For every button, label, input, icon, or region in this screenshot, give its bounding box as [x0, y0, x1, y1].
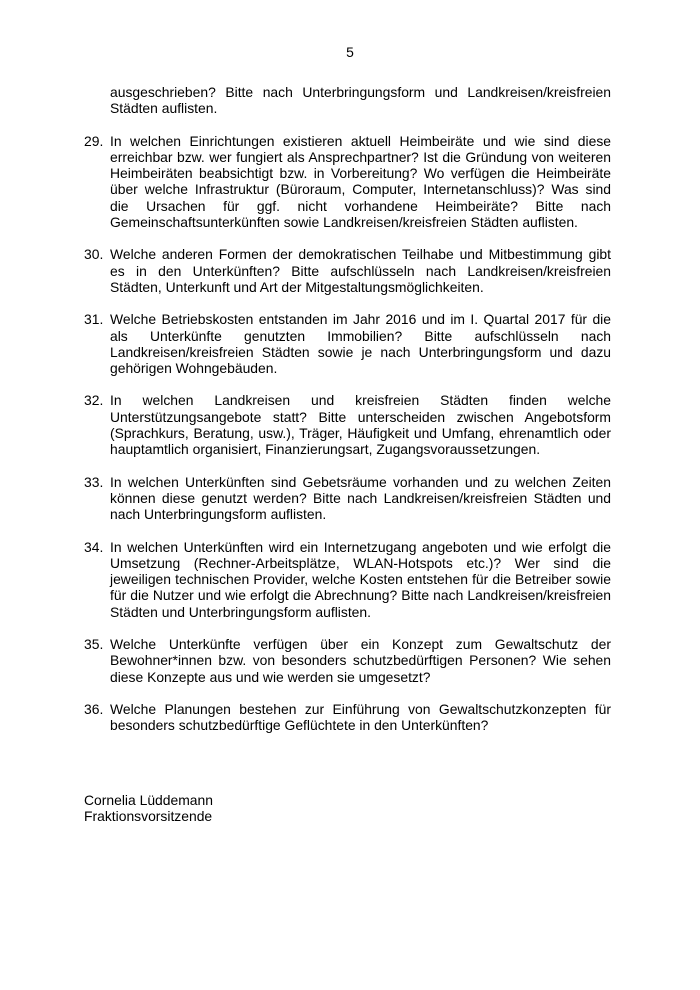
- continuation-paragraph: ausgeschrieben? Bitte nach Unterbringungsform und Landkreisen/kreisfreien Städten auflisten.: [110, 84, 611, 117]
- question-text: Welche anderen Formen der demokratischen Teilhabe und Mitbestimmung gibt es in den Unterkünften? Bitte aufschlüsseln nach Landkreisen/kreisfreien Städten, Unterkunft und Art der Mitgestaltungsmöglichkeiten.: [110, 246, 611, 295]
- question-number: 34.: [84, 538, 104, 555]
- question-list: [84, 133, 611, 734]
- question-number: 33.: [84, 473, 104, 490]
- question-item: [84, 474, 611, 523]
- question-number: 30.: [84, 246, 104, 263]
- question-item: [84, 133, 611, 231]
- question-text: Welche Planungen bestehen zur Einführung von Gewaltschutzkonzepten für besonders schutzbedürftige Geflüchtete in den Unterkünften?: [110, 700, 611, 734]
- signatory-title: Fraktionsvorsitzende: [84, 807, 213, 824]
- document-body: [84, 84, 611, 824]
- signature-block: [84, 792, 611, 825]
- question-text: In welchen Unterkünften sind Gebetsräume vorhanden und zu welchen Zeiten können diese genutzt werden? Bitte nach Landkreisen/kreisfreien Städten und nach Unterbringungsform auflisten.: [110, 473, 611, 523]
- question-item: [84, 311, 611, 376]
- question-number: 31.: [84, 311, 104, 328]
- question-item: [84, 539, 611, 620]
- question-text: In welchen Landkreisen und kreisfreien Städten finden welche Unterstützungsangebote statt? Bitte unterscheiden zwischen Angebotsform (Sprachkurs, Beratung, usw.), Träger, Häufigkeit und Umfang, ehrenamtlich oder hauptamtlich organisiert, Finanzierungsart, Zugangsvoraussetzungen.: [110, 392, 611, 458]
- question-item: [84, 701, 611, 734]
- question-number: 32.: [84, 392, 104, 409]
- question-item: [84, 246, 611, 295]
- question-item: [84, 636, 611, 685]
- question-number: 29.: [84, 132, 104, 149]
- question-number: 35.: [84, 636, 104, 653]
- question-text: Welche Betriebskosten entstanden im Jahr 2016 und im I. Quartal 2017 für die als Unterkünfte genutzten Immobilien? Bitte aufschlüsseln nach Landkreisen/kreisfreien Städten sowie je nach Unterbringungsform und dazu gehörigen Wohngebäuden.: [110, 311, 611, 377]
- question-text: Welche Unterkünfte verfügen über ein Konzept zum Gewaltschutz der Bewohner*innen bzw. von besonders schutzbedürftigen Personen? Wie sehen diese Konzepte aus und wie werden sie umgesetzt?: [110, 636, 611, 685]
- question-item: [84, 392, 611, 457]
- question-text: In welchen Einrichtungen existieren aktuell Heimbeiräte und wie sind diese erreichbar bzw. wer fungiert als Ansprechpartner? Ist die Gründung von weiteren Heimbeiräten beabsichtigt bzw. in Vorbereitung? Wo verfügen die Heimbeiräte über welche Infrastruktur (Büroraum, Computer, Internetanschluss)? Was sind die Ursachen für ggf. nicht vorhandene Heimbeiräte? Bitte nach Gemeinschaftsunterkünften sowie Landkreisen/kreisfreien Städten auflisten.: [110, 132, 611, 231]
- question-number: 36.: [84, 700, 104, 717]
- signatory-name: Cornelia Lüddemann: [84, 791, 213, 808]
- page-number: 5: [346, 44, 354, 60]
- question-text: In welchen Unterkünften wird ein Internetzugang angeboten und wie erfolgt die Umsetzung (Rechner-Arbeitsplätze, WLAN-Hotspots etc.)? Wer sind die jeweiligen technischen Provider, welche Kosten entstehen für die Betreiber sowie für die Nutzer und wie erfolgt die Abrechnung? Bitte nach Landkreisen/kreisfreien Städten und Unterbringungsform auflisten.: [110, 538, 611, 620]
